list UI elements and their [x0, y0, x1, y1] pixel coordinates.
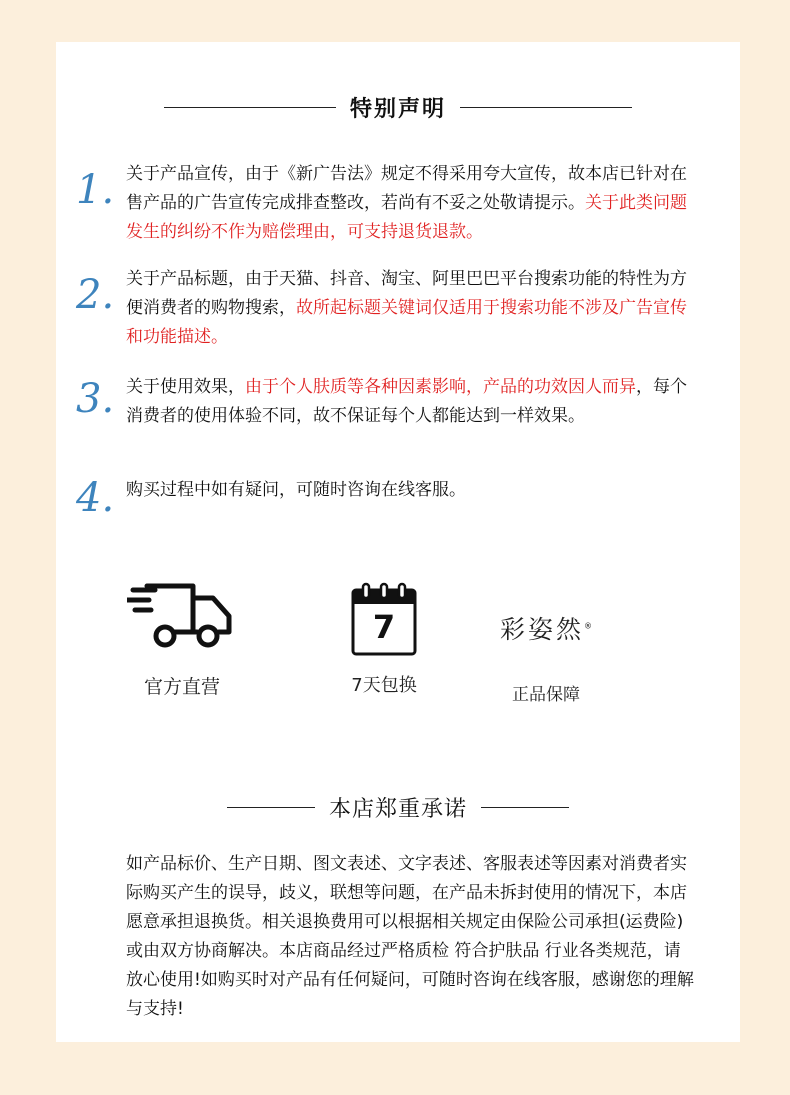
- badge-official: [122, 580, 242, 699]
- item-number: 1.: [76, 167, 115, 213]
- item-text: 关于使用效果，由于个人肤质等各种因素影响，产品的功效因人而异，每个消费者的使用体验不同，故不保证每个人都能达到一样效果。: [126, 377, 687, 426]
- badge-genuine: [496, 610, 596, 705]
- heading-line-left: [227, 807, 315, 808]
- notice-title: 特别声明: [349, 97, 446, 122]
- item-text: 关于产品宣传，由于《新广告法》规定不得采用夸大宣传，故本店已针对在售产品的广告宣传完成排查整改，若尚有不妥之处敬请提示。关于此类问题发生的纠纷不作为赔偿理由，可支持退货退款。: [126, 164, 687, 242]
- item-number: 4.: [76, 475, 115, 521]
- heading-line-right: [481, 807, 569, 808]
- delivery-truck-icon: [127, 580, 237, 650]
- heading-line-right: [460, 107, 632, 108]
- promise-heading: [56, 792, 740, 823]
- badge-genuine-label: 正品保障: [512, 685, 580, 705]
- notice-card: [56, 42, 740, 1042]
- notice-heading: [56, 92, 740, 123]
- badge-exchange: [338, 582, 430, 697]
- heading-line-left: [164, 107, 336, 108]
- brand-logo: 彩姿然®: [499, 615, 592, 644]
- promise-title: 本店郑重承诺: [328, 797, 467, 822]
- item-text: 购买过程中如有疑问，可随时咨询在线客服。: [126, 480, 466, 500]
- calendar-icon: [351, 582, 417, 656]
- badge-official-label: 官方直营: [143, 676, 220, 698]
- promise-text: 如产品标价、生产日期、图文表述、文字表述、客服表述等因素对消费者实际购买产生的误导，歧义，联想等问题，在产品未拆封使用的情况下，本店愿意承担退换货。相关退换费用可以根据相关规定由保险公司承担(运费险)或由双方协商解决。本店商品经过严格质检 符合护肤品 行业各类规范，请放心使用!如购买时对产品有任何疑问，可随时咨询在线客服，感谢您的理解与支持!: [126, 854, 694, 1019]
- item-number: 2.: [76, 272, 115, 318]
- badge-exchange-label: 7天包换: [351, 675, 417, 696]
- item-text: 关于产品标题，由于天猫、抖音、淘宝、阿里巴巴平台搜索功能的特性为方便消费者的购物搜索，故所起标题关键词仅适用于搜索功能不涉及广告宣传和功能描述。: [126, 269, 687, 347]
- item-number: 3.: [76, 376, 115, 422]
- calendar-number: 7: [372, 608, 396, 646]
